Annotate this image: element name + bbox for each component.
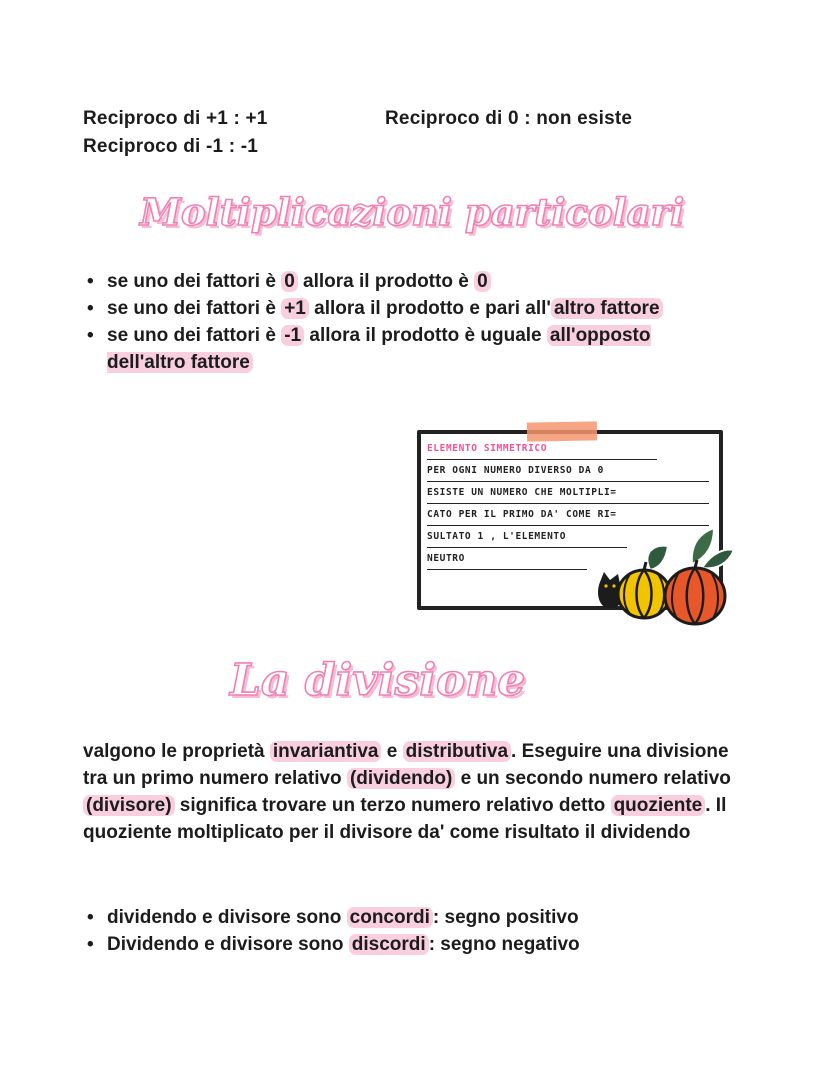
tape-decoration <box>527 421 597 441</box>
division-sign-list <box>83 904 733 958</box>
list-item: • se uno dei fattori è +1 allora il prodotto e pari all' altro fattore <box>83 295 733 322</box>
note-line: ELEMENTO SIMMETRICO <box>427 440 657 460</box>
reciprocal-zero: Reciproco di 0 : non esiste <box>385 108 633 129</box>
reciprocal-plus-one: Reciproco di +1 : +1 <box>83 108 268 129</box>
list-item: • Dividendo e divisore sono discordi : segno negativo <box>83 931 733 958</box>
division-paragraph: valgono le proprietà invariantiva e distributiva . Eseguire una divisione tra un primo numero relativo (dividendo) e un secondo numero relativo (divisore) significa trovare un terzo numero relativo detto quoziente . Il quoziente moltiplicato per il divisore da' come risultato il dividendo <box>83 741 731 843</box>
reciprocal-minus-one: Reciproco di -1 : -1 <box>83 136 259 157</box>
note-line: NEUTRO <box>427 550 587 570</box>
section-title-multiplication: Moltiplicazioni particolari <box>140 190 685 234</box>
note-line: CATO PER IL PRIMO DA' COME RI= <box>427 506 709 526</box>
note-line: PER OGNI NUMERO DIVERSO DA 0 <box>427 462 709 482</box>
list-item: • se uno dei fattori è -1 allora il prodotto è uguale all'opposto dell'altro fattore <box>83 322 733 376</box>
list-item: • se uno dei fattori è 0 allora il prodotto è 0 <box>83 268 733 295</box>
note-line: SULTATO 1 , L'ELEMENTO <box>427 528 627 548</box>
list-item: • dividendo e divisore sono concordi : segno positivo <box>83 904 733 931</box>
multiplication-list <box>83 268 733 376</box>
note-line: ESISTE UN NUMERO CHE MOLTIPLI= <box>427 484 709 504</box>
pumpkins-cat-sticker-icon <box>592 522 737 632</box>
section-title-division: La divisione <box>230 655 526 706</box>
